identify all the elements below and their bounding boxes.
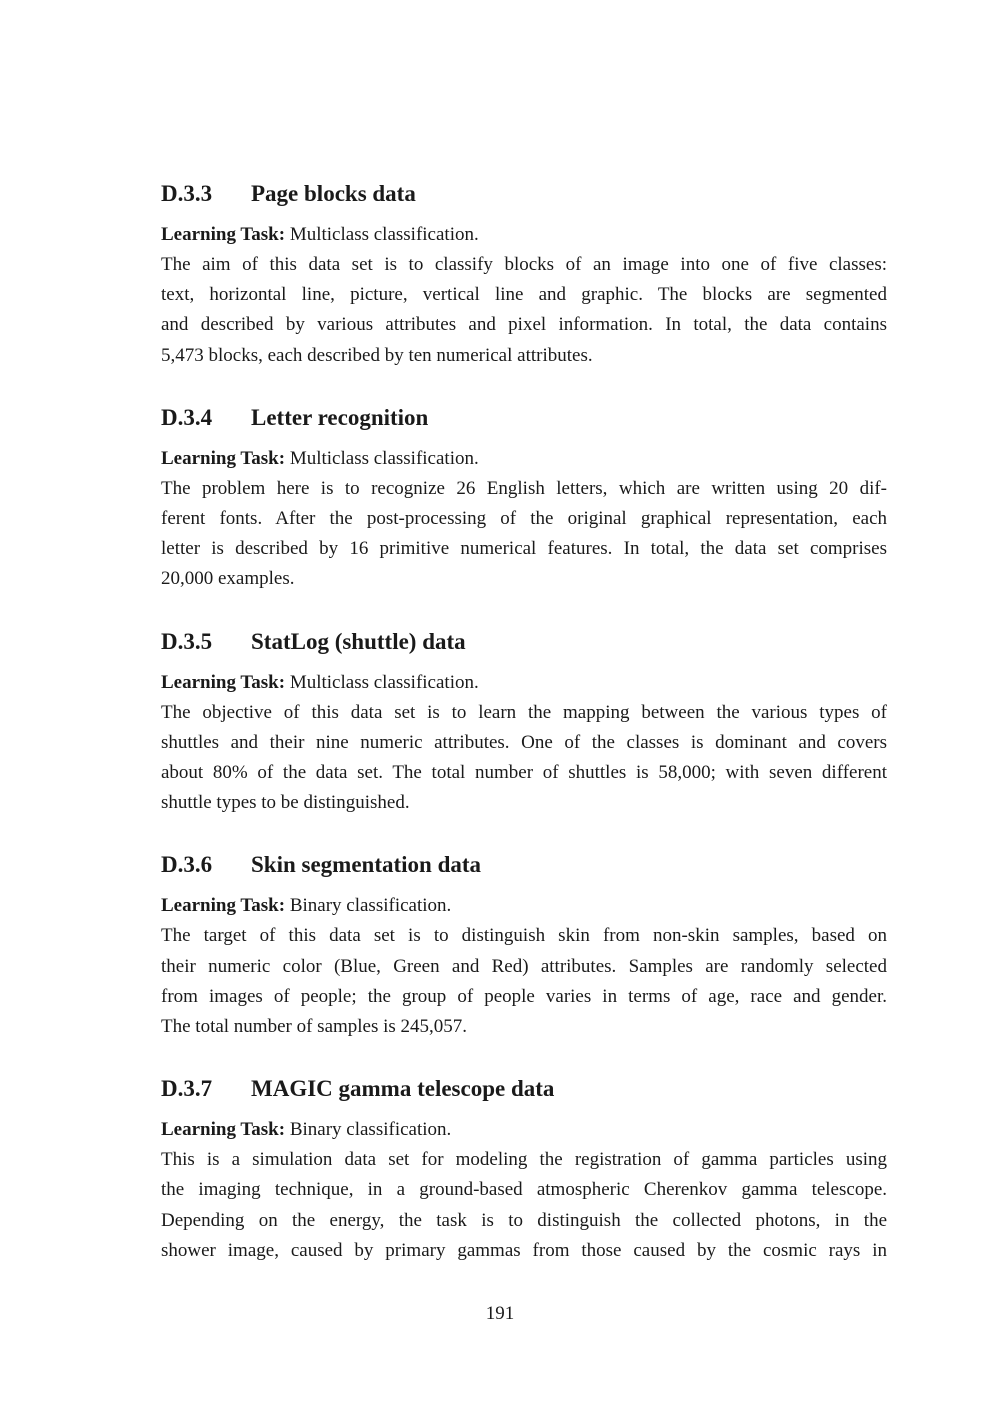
learning-task-label: Learning Task: xyxy=(161,1119,286,1141)
section-paragraph xyxy=(161,698,887,819)
paragraph-line: their numeric color (Blue, Green and Red) attributes. Samples are randomly selected xyxy=(161,955,887,977)
learning-task-value: Multiclass classification. xyxy=(289,447,479,469)
paragraph-line: Depending on the energy, the task is to distinguish the collected photons, in the xyxy=(161,1209,887,1231)
learning-task-label: Learning Task: xyxy=(161,224,286,245)
learning-task-value: Binary classification. xyxy=(289,895,452,917)
learning-task xyxy=(161,668,887,698)
learning-task-value: Multiclass classification. xyxy=(289,671,479,693)
section-heading xyxy=(161,400,887,436)
learning-task-label: Learning Task: xyxy=(161,671,286,693)
section-letter-recognition xyxy=(161,400,887,595)
section-heading xyxy=(161,847,887,883)
paragraph-line: 5,473 blocks, each described by ten numerical attributes. xyxy=(161,344,593,366)
section-title: Skin segmentation data xyxy=(251,852,482,878)
paragraph-line: text, horizontal line, picture, vertical line and graphic. The blocks are segmented xyxy=(161,284,887,306)
section-number: D.3.4 xyxy=(161,404,213,430)
learning-task xyxy=(161,891,887,921)
learning-task-label: Learning Task: xyxy=(161,895,286,917)
paragraph-line: and described by various attributes and pixel information. In total, the data contains xyxy=(161,314,887,336)
section-magic-gamma xyxy=(161,1071,887,1266)
section-title: Letter recognition xyxy=(251,404,429,430)
section-page-blocks xyxy=(161,176,887,371)
section-number: D.3.7 xyxy=(161,1076,213,1102)
learning-task xyxy=(161,1115,887,1145)
section-paragraph xyxy=(161,921,887,1042)
learning-task-value: Binary classification. xyxy=(289,1119,452,1141)
learning-task-value: Multiclass classification. xyxy=(289,224,479,245)
paragraph-line: shower image, caused by primary gammas from those caused by the cosmic rays in xyxy=(161,1239,887,1261)
section-skin-segmentation xyxy=(161,847,887,1042)
section-paragraph xyxy=(161,474,887,595)
section-number: D.3.5 xyxy=(161,628,213,654)
paragraph-line: letter is described by 16 primitive numerical features. In total, the data set comprises xyxy=(161,538,887,560)
paragraph-line: The target of this data set is to distinguish skin from non-skin samples, based on xyxy=(161,925,887,947)
paragraph-line: shuttle types to be distinguished. xyxy=(161,792,410,814)
paragraph-line: shuttles and their nine numeric attributes. One of the classes is dominant and covers xyxy=(161,731,887,753)
section-heading xyxy=(161,1071,887,1107)
learning-task-label: Learning Task: xyxy=(161,447,286,469)
learning-task xyxy=(161,220,887,250)
paragraph-line: The aim of this data set is to classify blocks of an image into one of five classes: xyxy=(161,254,887,275)
paragraph-line: This is a simulation data set for modeling the registration of gamma particles using xyxy=(161,1149,887,1171)
paragraph-line: about 80% of the data set. The total number of shuttles is 58,000; with seven different xyxy=(161,762,887,784)
paragraph-line: The problem here is to recognize 26 English letters, which are written using 20 dif- xyxy=(161,477,887,499)
paragraph-line: The objective of this data set is to learn the mapping between the various types of xyxy=(161,701,887,723)
section-title: MAGIC gamma telescope data xyxy=(251,1076,555,1102)
section-number: D.3.6 xyxy=(161,852,213,878)
section-heading xyxy=(161,176,887,212)
paragraph-line: The total number of samples is 245,057. xyxy=(161,1016,468,1038)
section-paragraph xyxy=(161,250,887,371)
learning-task xyxy=(161,444,887,474)
section-title: StatLog (shuttle) data xyxy=(251,628,466,654)
section-paragraph xyxy=(161,1145,887,1266)
page-body xyxy=(161,176,887,1266)
section-title: Page blocks data xyxy=(251,181,416,206)
section-heading xyxy=(161,624,887,660)
section-number: D.3.3 xyxy=(161,181,213,206)
paragraph-line: 20,000 examples. xyxy=(161,568,295,590)
page-number: 191 xyxy=(485,1303,515,1324)
section-statlog-shuttle xyxy=(161,624,887,819)
paragraph-line: ferent fonts. After the post-processing of the original graphical representation, each xyxy=(161,508,887,530)
paragraph-line: the imaging technique, in a ground-based atmospheric Cherenkov gamma telescope. xyxy=(161,1179,887,1201)
paragraph-line: from images of people; the group of people varies in terms of age, race and gender. xyxy=(161,985,887,1007)
